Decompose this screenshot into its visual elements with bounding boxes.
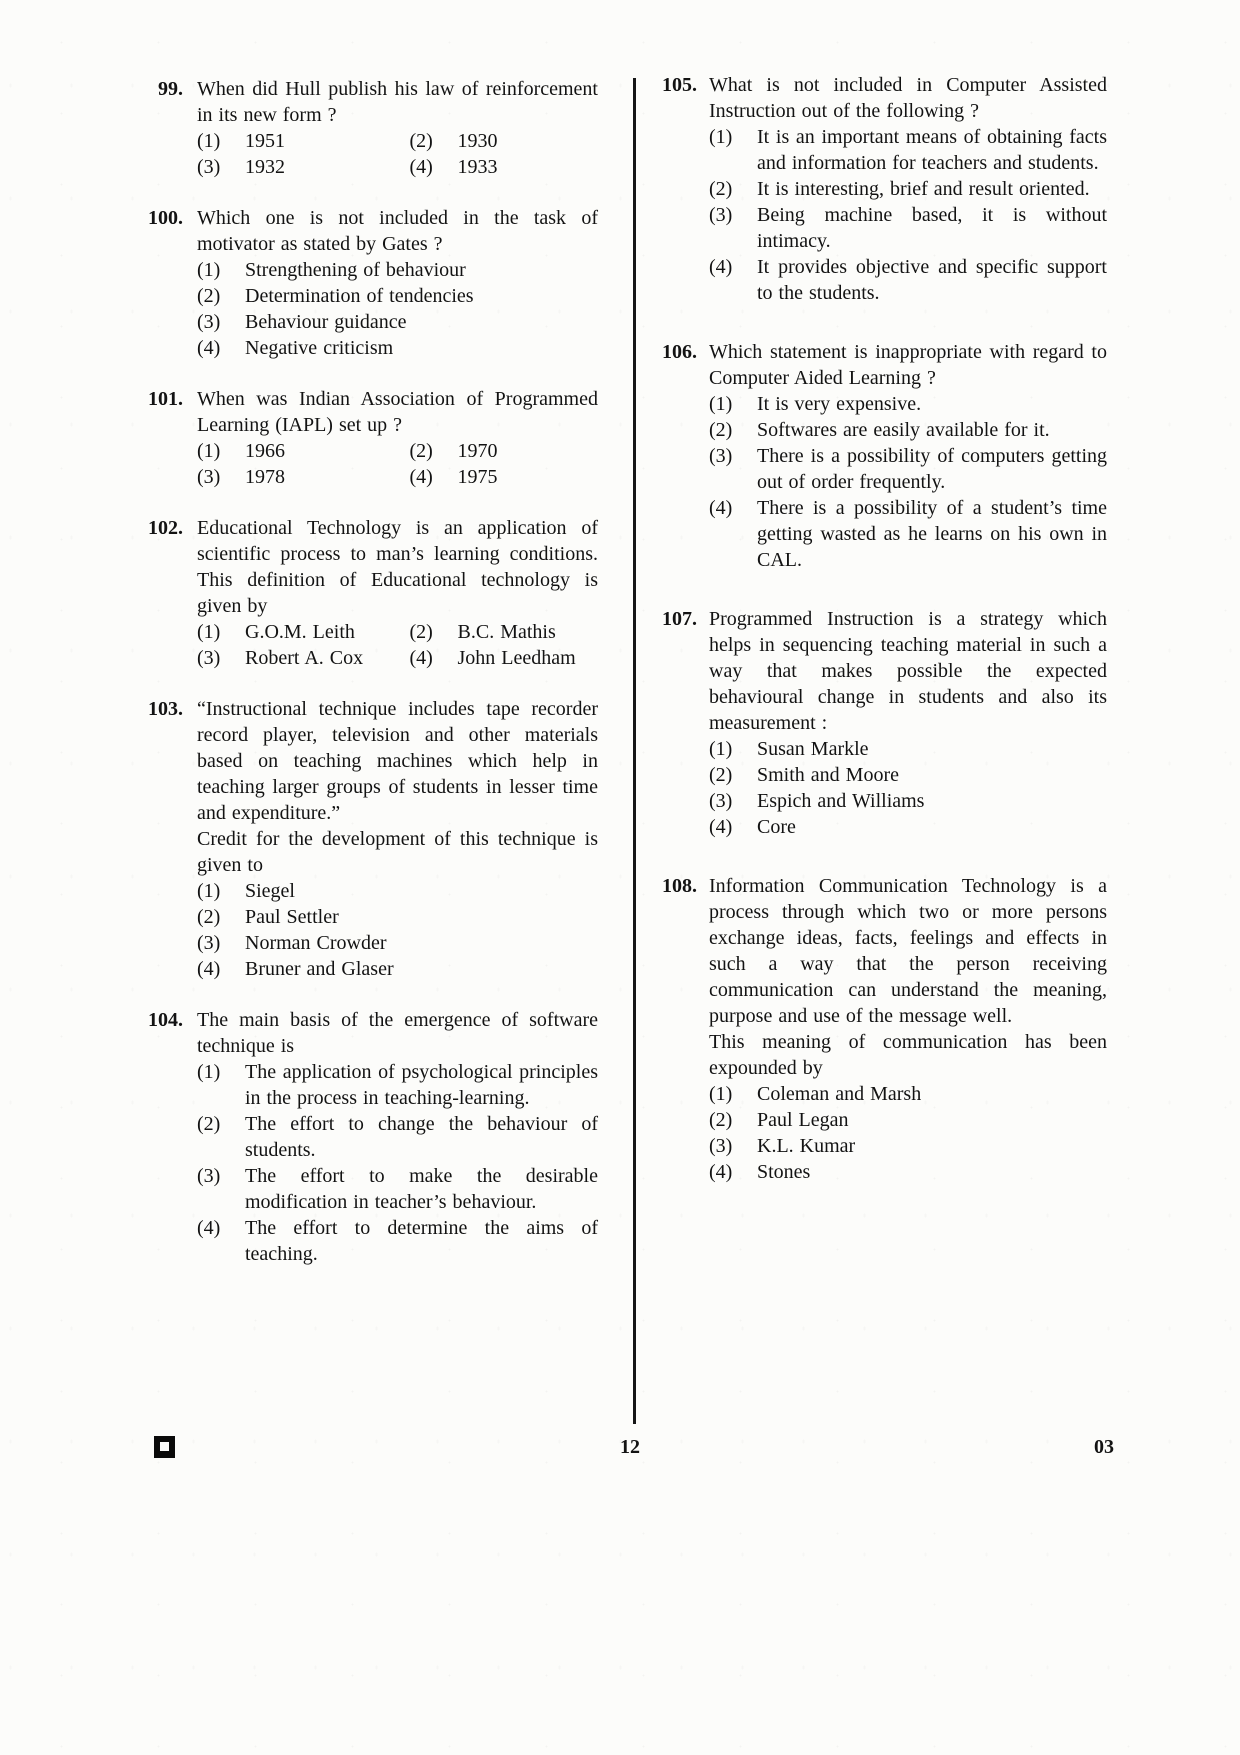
option	[197, 154, 410, 180]
question-number: 104.	[148, 1009, 183, 1031]
question-103	[133, 696, 598, 982]
option-marker: (2)	[709, 764, 733, 786]
option-text: 1975	[457, 466, 498, 488]
question-body	[197, 1007, 598, 1267]
option-text: Paul Settler	[245, 906, 339, 928]
option-marker: (3)	[197, 932, 221, 954]
question-number: 102.	[148, 517, 183, 539]
question-number: 108.	[662, 875, 697, 897]
option-text: Susan Markle	[757, 738, 869, 760]
option	[197, 309, 598, 335]
option	[709, 202, 1107, 254]
option-text: There is a possibility of a student’s time getting wasted as he learns on his own in CAL.	[757, 497, 1107, 571]
page-end-square-icon-inner	[160, 1442, 169, 1451]
question-paragraph: Educational Technology is an application of scientific process to man’s learning conditions. This definition of Educational technology is given by	[197, 517, 598, 617]
options-group	[197, 878, 598, 982]
option-marker: (4)	[709, 256, 733, 278]
question-number: 99.	[158, 78, 183, 100]
option-marker: (2)	[197, 1113, 221, 1135]
option	[709, 443, 1107, 495]
option-text: 1966	[245, 440, 285, 462]
option	[197, 904, 598, 930]
option-text: Paul Legan	[757, 1109, 849, 1131]
option	[709, 762, 1107, 788]
option-marker: (2)	[409, 130, 433, 152]
page-end-square-icon	[154, 1436, 175, 1458]
options-group	[197, 619, 598, 671]
question-number: 100.	[148, 207, 183, 229]
option-text: There is a possibility of computers getting out of order frequently.	[757, 445, 1107, 493]
question-paragraph: Which statement is inappropriate with regard to Computer Aided Learning ?	[709, 341, 1107, 389]
option-text: John Leedham	[457, 647, 576, 669]
option	[197, 438, 410, 464]
option-marker: (2)	[409, 440, 433, 462]
option	[197, 1111, 598, 1163]
option-text: Siegel	[245, 880, 295, 902]
question-body	[197, 515, 598, 671]
question-body	[197, 696, 598, 982]
booklet-code: 03	[1094, 1436, 1114, 1458]
option-text: It provides objective and specific support to the students.	[757, 256, 1107, 304]
question-paragraph: Credit for the development of this technique is given to	[197, 828, 598, 876]
page-number: 12	[620, 1436, 640, 1458]
option-text: The effort to make the desirable modification in teacher’s behaviour.	[245, 1165, 598, 1213]
options-group	[709, 736, 1107, 840]
option-marker: (3)	[197, 466, 221, 488]
option	[709, 391, 1107, 417]
question-paragraph: This meaning of communication has been expounded by	[709, 1031, 1107, 1079]
option	[197, 1059, 598, 1111]
options-group	[197, 438, 598, 490]
question-body	[709, 339, 1107, 573]
option-marker: (3)	[197, 156, 221, 178]
option	[410, 645, 598, 671]
option-marker: (1)	[197, 130, 221, 152]
question-body	[197, 386, 598, 490]
option	[410, 464, 598, 490]
option-text: 1978	[245, 466, 285, 488]
option	[197, 335, 598, 361]
option-text: Norman Crowder	[245, 932, 387, 954]
options-group	[709, 1081, 1107, 1185]
option-marker: (1)	[709, 126, 733, 148]
option	[197, 619, 410, 645]
option-marker: (1)	[197, 259, 221, 281]
option-text: Behaviour guidance	[245, 311, 407, 333]
question-paragraph: “Instructional technique includes tape recorder record player, television and other materials based on teaching machines which help in teaching larger groups of students in lesser time and expenditure.”	[197, 698, 598, 824]
question-body	[709, 873, 1107, 1185]
option-marker: (1)	[197, 880, 221, 902]
question-101	[133, 386, 598, 490]
option-marker: (1)	[197, 621, 221, 643]
question-99	[133, 76, 598, 180]
question-105	[645, 72, 1107, 306]
option	[197, 645, 410, 671]
option	[709, 788, 1107, 814]
option	[197, 464, 410, 490]
option	[709, 736, 1107, 762]
question-number: 105.	[662, 74, 697, 96]
option-marker: (1)	[197, 440, 221, 462]
option-text: The effort to change the behaviour of students.	[245, 1113, 598, 1161]
option-text: Robert A. Cox	[245, 647, 364, 669]
question-body	[197, 76, 598, 180]
left-column	[133, 76, 598, 1292]
option-text: Softwares are easily available for it.	[757, 419, 1050, 441]
option-text: It is an important means of obtaining facts and information for teachers and students.	[757, 126, 1107, 174]
column-divider-line	[633, 78, 636, 1424]
option-marker: (4)	[709, 1161, 733, 1183]
option-marker: (3)	[197, 311, 221, 333]
option-marker: (2)	[409, 621, 433, 643]
question-paragraph: The main basis of the emergence of software technique is	[197, 1009, 598, 1057]
option-marker: (1)	[709, 393, 733, 415]
option-text: Smith and Moore	[757, 764, 899, 786]
question-number: 107.	[662, 608, 697, 630]
option	[709, 1081, 1107, 1107]
option-text: Being machine based, it is without intimacy.	[757, 204, 1107, 252]
question-paragraph: When was Indian Association of Programmed Learning (IAPL) set up ?	[197, 388, 598, 436]
question-102	[133, 515, 598, 671]
question-106	[645, 339, 1107, 573]
option	[197, 930, 598, 956]
right-column	[645, 72, 1107, 1218]
option-marker: (4)	[409, 647, 433, 669]
question-paragraph: Information Communication Technology is a process through which two or more persons exchange ideas, facts, feelings and effects in such a way that the person receiving communication can understand the meaning, purpose and use of the message well.	[709, 875, 1107, 1027]
option	[410, 619, 598, 645]
option-text: The application of psychological principles in the process in teaching-learning.	[245, 1061, 598, 1109]
option-marker: (3)	[709, 1135, 733, 1157]
option	[709, 495, 1107, 573]
options-group	[197, 257, 598, 361]
option-text: Core	[757, 816, 796, 838]
option-marker: (1)	[197, 1061, 221, 1083]
option	[709, 1107, 1107, 1133]
option	[709, 1133, 1107, 1159]
option-marker: (3)	[709, 790, 733, 812]
option	[197, 878, 598, 904]
option-text: Bruner and Glaser	[245, 958, 394, 980]
options-group	[709, 391, 1107, 573]
option	[709, 1159, 1107, 1185]
option-text: 1932	[245, 156, 285, 178]
options-group	[197, 1059, 598, 1267]
option-marker: (4)	[197, 1217, 221, 1239]
option	[709, 814, 1107, 840]
question-body	[709, 72, 1107, 306]
question-104	[133, 1007, 598, 1267]
option-text: The effort to determine the aims of teaching.	[245, 1217, 598, 1265]
option-text: G.O.M. Leith	[245, 621, 355, 643]
question-108	[645, 873, 1107, 1185]
option-text: It is very expensive.	[757, 393, 922, 415]
option	[197, 128, 410, 154]
question-body	[197, 205, 598, 361]
option-marker: (3)	[709, 445, 733, 467]
option	[709, 124, 1107, 176]
option-text: Espich and Williams	[757, 790, 925, 812]
question-paragraph: Which one is not included in the task of motivator as stated by Gates ?	[197, 207, 598, 255]
question-paragraph: Programmed Instruction is a strategy which helps in sequencing teaching material in such a way that makes possible the expected behavioural change in students and also its measurement :	[709, 608, 1107, 734]
option	[197, 283, 598, 309]
option-marker: (4)	[709, 816, 733, 838]
option-text: K.L. Kumar	[757, 1135, 856, 1157]
option	[197, 1215, 598, 1267]
option	[709, 254, 1107, 306]
option-text: Determination of tendencies	[245, 285, 474, 307]
question-paragraph: When did Hull publish his law of reinforcement in its new form ?	[197, 78, 598, 126]
option	[197, 1163, 598, 1215]
option-marker: (1)	[709, 738, 733, 760]
option-marker: (4)	[197, 958, 221, 980]
question-100	[133, 205, 598, 361]
question-paragraph: What is not included in Computer Assisted Instruction out of the following ?	[709, 74, 1107, 122]
option-marker: (3)	[197, 647, 221, 669]
option-marker: (4)	[409, 466, 433, 488]
option-text: Negative criticism	[245, 337, 394, 359]
option-marker: (3)	[709, 204, 733, 226]
options-group	[197, 128, 598, 180]
question-number: 106.	[662, 341, 697, 363]
option-text: 1933	[457, 156, 498, 178]
question-107	[645, 606, 1107, 840]
option-text: 1930	[457, 130, 498, 152]
option-marker: (2)	[197, 285, 221, 307]
question-number: 101.	[148, 388, 183, 410]
option-marker: (4)	[409, 156, 433, 178]
option-marker: (2)	[197, 906, 221, 928]
option-marker: (2)	[709, 419, 733, 441]
option	[410, 438, 598, 464]
option	[197, 257, 598, 283]
option	[709, 417, 1107, 443]
option-marker: (4)	[197, 337, 221, 359]
option-text: 1951	[245, 130, 285, 152]
option-text: Stones	[757, 1161, 811, 1183]
option-text: Strengthening of behaviour	[245, 259, 466, 281]
option-marker: (1)	[709, 1083, 733, 1105]
option-marker: (4)	[709, 497, 733, 519]
option-text: It is interesting, brief and result oriented.	[757, 178, 1090, 200]
option	[410, 154, 598, 180]
option-text: B.C. Mathis	[457, 621, 556, 643]
option-marker: (3)	[197, 1165, 221, 1187]
option-text: Coleman and Marsh	[757, 1083, 922, 1105]
option-marker: (2)	[709, 178, 733, 200]
option	[410, 128, 598, 154]
question-body	[709, 606, 1107, 840]
option	[709, 176, 1107, 202]
option	[197, 956, 598, 982]
option-text: 1970	[457, 440, 498, 462]
question-number: 103.	[148, 698, 183, 720]
options-group	[709, 124, 1107, 306]
option-marker: (2)	[709, 1109, 733, 1131]
